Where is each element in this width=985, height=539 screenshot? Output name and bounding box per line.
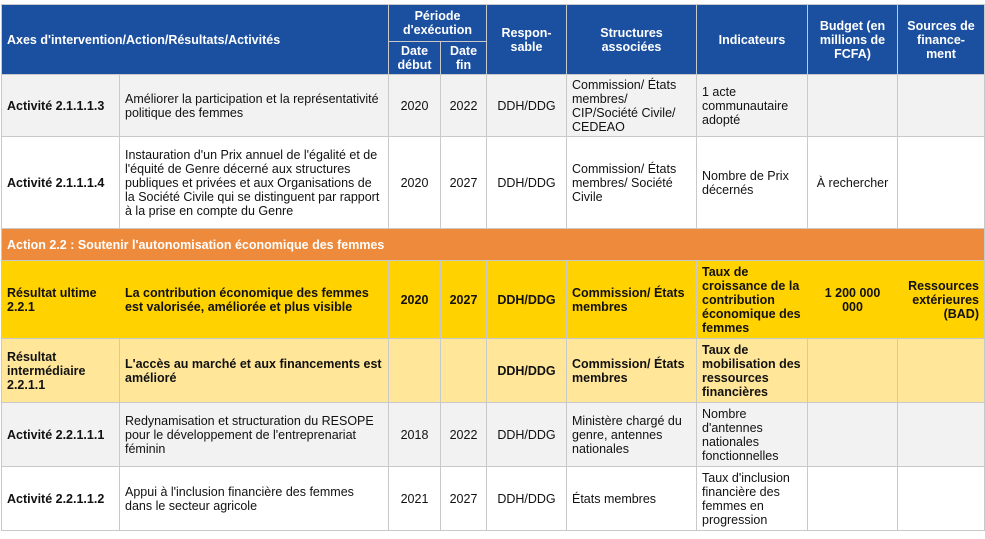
row-description: La contribution économique des femmes est valorisée, améliorée et plus visible xyxy=(120,261,389,339)
row-indicateurs: Nombre de Prix décernés xyxy=(697,137,808,229)
row-responsable: DDH/DDG xyxy=(487,75,567,137)
row-structures: Commission/ États membres xyxy=(567,261,697,339)
table-row xyxy=(2,75,985,137)
row-label: Activité 2.1.1.1.3 xyxy=(2,75,120,137)
row-date-fin: 2027 xyxy=(441,261,487,339)
row-date-debut: 2020 xyxy=(389,261,441,339)
row-description: Améliorer la participation et la représentativité politique des femmes xyxy=(120,75,389,137)
row-description: Appui à l'inclusion financière des femmes dans le secteur agricole xyxy=(120,467,389,531)
header-structures: Structures associées xyxy=(567,5,697,75)
row-date-debut: 2020 xyxy=(389,137,441,229)
row-label: Activité 2.2.1.1.2 xyxy=(2,467,120,531)
table-row xyxy=(2,467,985,531)
row-description: Redynamisation et structuration du RESOPE pour le développement de l'entreprenariat féminin xyxy=(120,403,389,467)
row-description: Instauration d'un Prix annuel de l'égalité et de l'équité de Genre décerné aux structures publiques et privées et aux Organisations de la Société Civile qui se distinguent par rapport à la prise en compte du Genre xyxy=(120,137,389,229)
row-indicateurs: Taux d'inclusion financière des femmes en progression xyxy=(697,467,808,531)
row-sources xyxy=(898,137,985,229)
row-date-fin: 2022 xyxy=(441,403,487,467)
row-sources xyxy=(898,467,985,531)
header-date-fin: Date fin xyxy=(441,42,487,75)
table-header xyxy=(2,5,985,75)
row-sources xyxy=(898,75,985,137)
row-structures: Commission/ États membres/ Société Civile xyxy=(567,137,697,229)
row-responsable: DDH/DDG xyxy=(487,261,567,339)
header-date-debut: Date début xyxy=(389,42,441,75)
row-indicateurs: 1 acte communautaire adopté xyxy=(697,75,808,137)
action-row xyxy=(2,229,985,261)
header-indicateurs: Indicateurs xyxy=(697,5,808,75)
row-responsable: DDH/DDG xyxy=(487,467,567,531)
row-budget xyxy=(808,467,898,531)
row-sources xyxy=(898,403,985,467)
action-plan-table xyxy=(1,4,985,531)
row-sources: Ressources extérieures (BAD) xyxy=(898,261,985,339)
row-description: L'accès au marché et aux financements est amélioré xyxy=(120,339,389,403)
row-date-fin: 2027 xyxy=(441,467,487,531)
header-responsable: Respon-sable xyxy=(487,5,567,75)
row-budget: 1 200 000 000 xyxy=(808,261,898,339)
row-budget xyxy=(808,75,898,137)
row-date-debut: 2020 xyxy=(389,75,441,137)
row-indicateurs: Taux de croissance de la contribution économique des femmes xyxy=(697,261,808,339)
row-label: Résultat intermédiaire 2.2.1.1 xyxy=(2,339,120,403)
table-row xyxy=(2,137,985,229)
header-budget: Budget (en millions de FCFA) xyxy=(808,5,898,75)
header-periode: Période d'exécution xyxy=(389,5,487,42)
row-date-fin: 2022 xyxy=(441,75,487,137)
row-responsable: DDH/DDG xyxy=(487,339,567,403)
row-sources xyxy=(898,339,985,403)
row-indicateurs: Nombre d'antennes nationales fonctionnelles xyxy=(697,403,808,467)
row-budget xyxy=(808,403,898,467)
row-date-debut xyxy=(389,339,441,403)
row-structures: Ministère chargé du genre, antennes nationales xyxy=(567,403,697,467)
row-structures: Commission/ États membres/ CIP/Société Civile/ CEDEAO xyxy=(567,75,697,137)
table-row xyxy=(2,261,985,339)
action-title: Action 2.2 : Soutenir l'autonomisation économique des femmes xyxy=(2,229,985,261)
row-structures: Commission/ États membres xyxy=(567,339,697,403)
row-responsable: DDH/DDG xyxy=(487,137,567,229)
row-structures: États membres xyxy=(567,467,697,531)
row-budget: À rechercher xyxy=(808,137,898,229)
row-indicateurs: Taux de mobilisation des ressources financières xyxy=(697,339,808,403)
table-row xyxy=(2,403,985,467)
header-axes: Axes d'intervention/Action/Résultats/Activités xyxy=(2,5,389,75)
row-date-debut: 2021 xyxy=(389,467,441,531)
table-row xyxy=(2,339,985,403)
row-budget xyxy=(808,339,898,403)
row-label: Résultat ultime 2.2.1 xyxy=(2,261,120,339)
row-label: Activité 2.2.1.1.1 xyxy=(2,403,120,467)
row-date-fin: 2027 xyxy=(441,137,487,229)
row-responsable: DDH/DDG xyxy=(487,403,567,467)
row-date-fin xyxy=(441,339,487,403)
row-label: Activité 2.1.1.1.4 xyxy=(2,137,120,229)
header-sources: Sources de finance-ment xyxy=(898,5,985,75)
row-date-debut: 2018 xyxy=(389,403,441,467)
